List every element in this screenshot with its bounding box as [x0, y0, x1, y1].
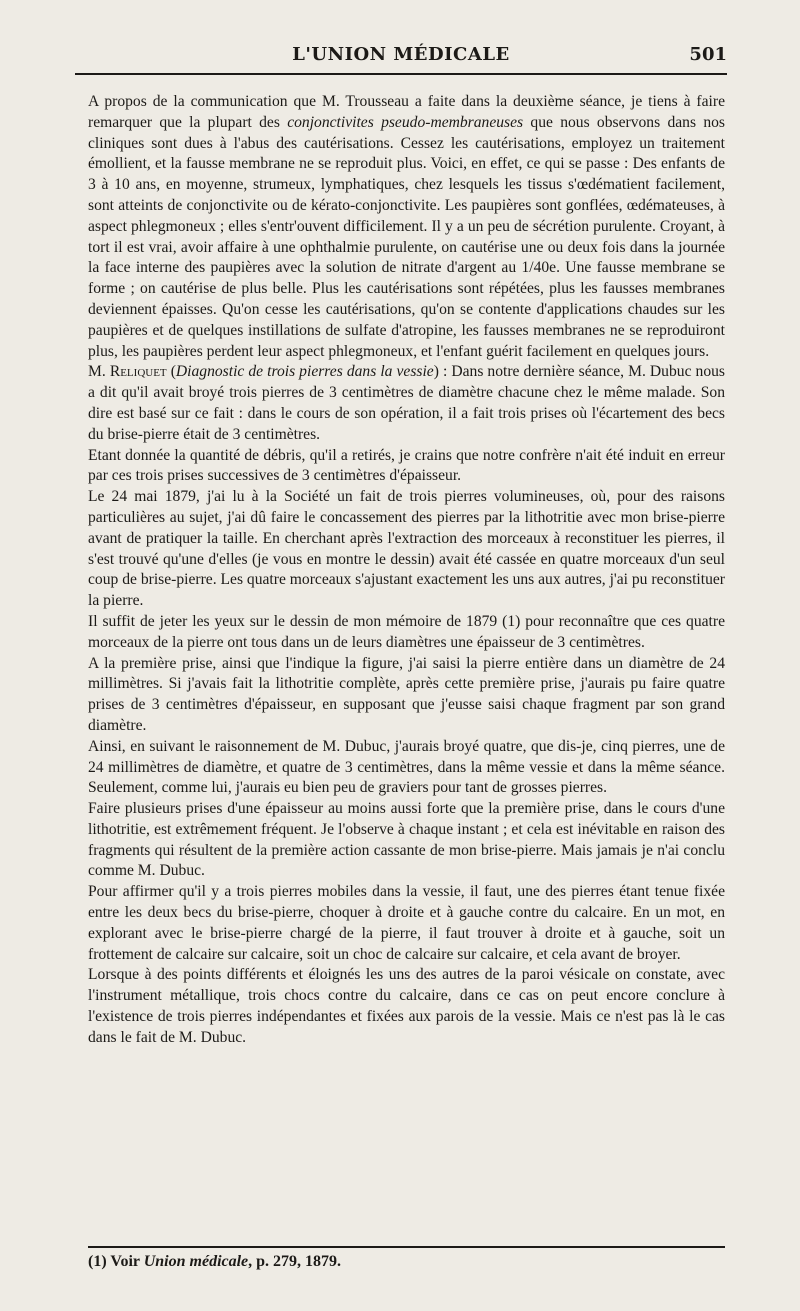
paragraph-text: Ainsi, en suivant le raisonnement de M. Dubuc, j'aurais broyé quatre, que dis-je, cinq pierres, une de 24 millimètres de diamètre, et quatre de 3 centimètres, dans la même vessie et dans la même séance. Seulement, comme lui, j'aurais eu bien peu de graviers pour tant de grosses pierres. [88, 737, 725, 797]
body-paragraph [88, 965, 725, 1048]
footnote-marker: (1) Voir [88, 1253, 144, 1270]
paragraph-text: A la première prise, ainsi que l'indique la figure, j'ai saisi la pierre entière dans un diamètre de 24 millimètres. Si j'avais fait la lithotritie complète, après cette première prise, j'aurais pu faire quatre prises de 3 centimètres d'épaisseur, en supposant que j'eusse saisi chaque fragment par son grand diamètre. [88, 654, 725, 734]
paragraph-text: Etant donnée la quantité de débris, qu'il a retirés, je crains que notre confrère n'ait été induit en erreur par ces trois prises successives de 3 centimètres d'épaisseur. [88, 446, 725, 485]
body-paragraph [88, 612, 725, 654]
paragraph-text: A propos de la communication que M. Trousseau a faite dans la deuxième séance, je tiens à faire remarquer que la plupart des [88, 93, 725, 131]
page-header [75, 40, 727, 72]
header-rule [75, 73, 727, 75]
italic-text: Diagnostic de trois pierres dans la vessie [175, 363, 434, 381]
body-paragraph [88, 737, 725, 799]
body-paragraph [88, 799, 725, 882]
body-paragraph [88, 446, 725, 488]
body-paragraph [88, 362, 725, 445]
paragraph-text: que nous observons dans nos cliniques sont dues à l'abus des cautérisations. Cessez les cautérisations, employez un traitement émollient, et la fausse membrane ne se reproduit plus. Voici, en effet, ce qui se passe : Des enfants de 3 à 10 ans, en moyenne, strumeux, lymphatiques, chez lesquels les tissus s'œdématient facilement, sont atteints de conjonctivite ou de kérato-conjonctivite. Les paupières sont gonflées, œdémateuses, à aspect phlegmoneux ; elles s'entr'ouvent difficilement. Il y a un peu de sécrétion purulente. Croyant, à tort il est vrai, avoir affaire à une ophthalmie purulente, on cautérise une ou deux fois dans la journée la face interne des paupières avec la solution de nitrate d'argent au 1/40e. Une fausse membrane se forme ; on cautérise de plus belle. Plus les cautérisations sont répétées, plus les fausses membranes deviennent épaisses. Qu'on cesse les cautérisations, qu'on se contente d'applications chaudes sur les paupières et de quelques instillations de sulfate d'atropine, les fausses membranes ne se reproduiront plus, les paupières perdent leur aspect phlegmoneux, et l'enfant guérit facilement en quelques jours. [88, 113, 725, 360]
footnote-source: Union médicale [143, 1253, 249, 1270]
paragraph-text: M. [88, 363, 110, 381]
italic-text: conjonctivites pseudo-membraneuses [287, 113, 524, 131]
paragraph-text: Faire plusieurs prises d'une épaisseur au moins aussi forte que la première prise, dans le cours d'une lithotritie, est extrêmement fréquent. Je l'observe à chaque instant ; et cela est inévitable en raison des fragments qui résultent de la première action cassante de mon brise-pierre. Mais jamais je n'ai conclu comme M. Dubuc. [88, 800, 725, 880]
page-number: 501 [689, 44, 727, 65]
body-paragraph [88, 92, 725, 362]
running-title: L'UNION MÉDICALE [292, 44, 510, 65]
paragraph-text: Le 24 mai 1879, j'ai lu à la Société un fait de trois pierres volumineuses, où, pour des raisons particulières au sujet, j'ai dû faire le concassement des pierres par la lithotritie avec mon brise-pierre avant de pratiquer la taille. En cherchant après l'extraction des morceaux à reconstituer les pierres, il s'est trouvé qu'une d'elles (je vous en montre le dessin) avait été cassée en quatre morceaux d'un seul coup de brise-pierre. Les quatre morceaux s'ajustant exactement les uns aux autres, j'ai pu reconstituer la pierre. [88, 488, 725, 610]
body-paragraph [88, 882, 725, 965]
footnote [88, 1253, 725, 1271]
body-text [88, 92, 725, 1049]
paragraph-text: ( [166, 363, 176, 381]
body-paragraph [88, 487, 725, 612]
footnote-rest: , p. 279, 1879. [248, 1253, 342, 1270]
body-paragraph [88, 654, 725, 737]
paragraph-text: Pour affirmer qu'il y a trois pierres mobiles dans la vessie, il faut, une des pierres étant tenue fixée entre les deux becs du brise-pierre, choquer à droite et à gauche contre du calcaire. En un mot, en explorant avec le brise-pierre chargé de la pierre, il faut trouver à droite et à gauche, soit un frottement de calcaire sur calcaire, soit un choc de calcaire sur calcaire, et cela avant de broyer. [88, 883, 725, 963]
paragraph-text: Lorsque à des points différents et éloignés les uns des autres de la paroi vésicale on constate, avec l'instrument métallique, trois chocs contre du calcaire, dans ce cas on peut encore conclure à l'existence de trois pierres indépendantes et fixées aux parois de la vessie. Mais ce n'est pas là le cas dans le fait de M. Dubuc. [88, 966, 725, 1046]
paragraph-text: Il suffit de jeter les yeux sur le dessin de mon mémoire de 1879 (1) pour reconnaître que ces quatre morceaux de la pierre ont tous dans un de leurs diamètres une épaisseur de 3 centimètres. [88, 612, 725, 651]
author-name: Reliquet [109, 363, 167, 381]
paragraph-text: ) : Dans notre dernière séance, M. Dubuc nous a dit qu'il avait broyé trois pierres de 3 centimètres de diamètre chacune chez le même malade. Son dire est basé sur ce fait : dans le cours de son opération, il a fait trois prises où l'écartement des becs du brise-pierre était de 3 centimètres. [88, 363, 725, 443]
footnote-rule [88, 1246, 725, 1248]
